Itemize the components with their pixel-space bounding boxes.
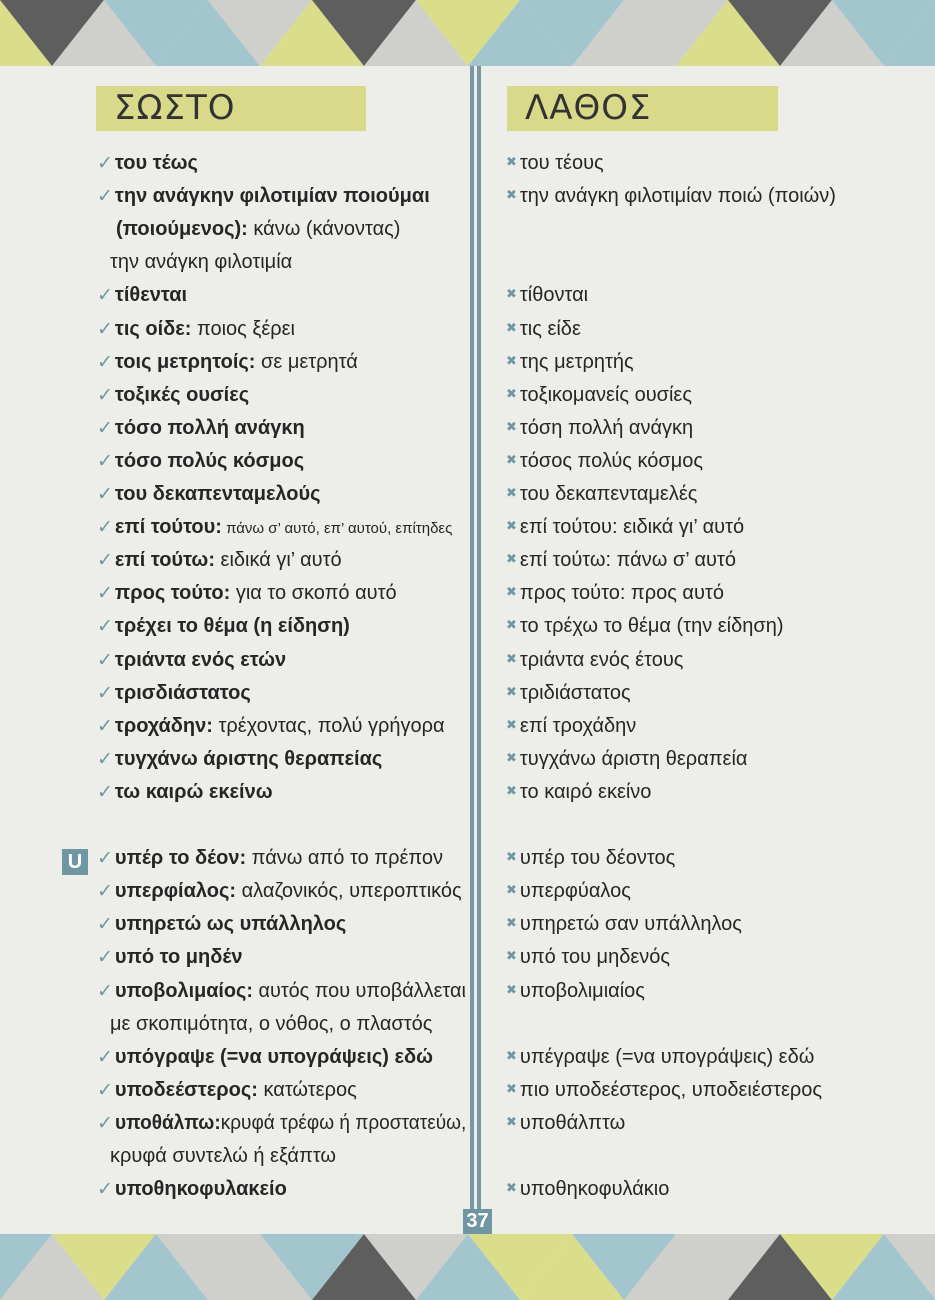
entry-term: προς τούτο: [114,582,231,605]
correct-header-label: ΣΩΣΤΟ [114,88,236,128]
wrong-entry-text: προς τούτο: προς αυτό [519,582,724,605]
check-icon: ✓ [97,517,113,539]
correct-entry [97,1178,287,1201]
wrong-column-header [507,86,778,131]
check-icon: ✓ [97,153,113,174]
entry-text [110,1145,336,1168]
cross-icon: ✖ [506,650,517,666]
column-divider [477,66,481,1234]
correct-entry [97,715,445,738]
wrong-entry [506,715,636,738]
cross-icon: ✖ [506,948,517,964]
wrong-entry [506,1046,814,1069]
entry-text [115,980,466,1003]
entry-text [115,549,342,572]
correct-entry [110,251,292,274]
wrong-entry-text: υπέρ του δέοντος [519,847,676,870]
correct-entry [97,549,342,572]
cross-icon: ✖ [506,749,517,765]
wrong-entry-text: του δεκαπενταμελές [519,483,698,505]
entry-meaning: κρυφά συντελώ ή εξάπτω [110,1145,336,1167]
correct-entry [97,318,295,341]
cross-icon: ✖ [506,584,517,600]
wrong-entry-text: τριδιάστατος [519,681,631,704]
cross-icon: ✖ [506,154,517,169]
cross-icon: ✖ [506,485,517,500]
wrong-entry-text: το τρέχω το θέμα (την είδηση) [519,615,784,638]
wrong-entry [506,946,670,969]
wrong-entry [506,417,693,440]
entry-meaning: με σκοπιμότητα, ο νόθος, ο πλαστός [110,1012,433,1035]
section-letter-badge [62,849,88,875]
entry-term: τις οίδε: [114,317,192,340]
entry-term: τόσο πολλή ανάγκη [114,416,305,439]
cross-icon: ✖ [506,451,517,467]
wrong-entry-text: υποθηκοφυλάκιο [519,1178,670,1201]
entry-term: την ανάγκην φιλοτιμίαν ποιούμαι [114,185,430,208]
check-icon: ✓ [97,980,113,1002]
entry-meaning: κάνω (κάνοντας) [247,218,401,241]
wrong-entry-text: τριάντα ενός έτους [519,648,684,671]
entry-term: τοξικές ουσίες [114,383,250,406]
entry-text [115,351,358,374]
check-icon: ✓ [97,1079,113,1101]
cross-icon: ✖ [506,418,517,434]
correct-entry [97,847,443,870]
correct-entry [110,1013,432,1036]
check-icon: ✓ [97,550,113,572]
entry-text [116,218,400,241]
entry-term: τρέχει το θέμα (η είδηση) [114,615,350,638]
entry-text [110,251,292,274]
correct-entry [97,913,346,936]
correct-entry [97,1046,433,1069]
entry-text [115,748,382,771]
correct-entry [97,384,249,407]
cross-icon: ✖ [506,551,517,567]
wrong-entry [506,582,724,605]
correct-entry [110,1145,336,1168]
wrong-entry [506,152,604,175]
wrong-entry-text: επί τούτου: ειδικά γι’ αυτό [519,516,745,539]
wrong-entry-text: τις είδε [519,317,581,340]
wrong-entry [506,682,631,705]
entry-term: υποθάλπω: [114,1111,221,1134]
entry-text [110,1013,432,1036]
correct-entry [97,582,397,605]
correct-entry [97,351,358,374]
check-icon: ✓ [97,914,113,936]
check-icon: ✓ [97,351,113,373]
entry-text [115,913,346,936]
entry-text [115,715,445,738]
entry-meaning: αλαζονικός, υπεροπτικός [236,880,462,903]
wrong-entry [506,649,683,672]
wrong-entry-text: την ανάγκη φιλοτιμίαν ποιώ (ποιών) [519,185,836,208]
check-icon: ✓ [97,484,113,505]
correct-column-header [96,86,366,131]
check-icon: ✓ [97,186,113,208]
entry-term: τοις μετρητοίς: [114,350,256,373]
entry-text [115,185,430,208]
entry-text [115,880,462,903]
wrong-entry [506,450,703,473]
entry-meaning: πάνω σ’ αυτό, επ’ αυτού, επίτηδες [221,520,453,538]
bottom-triangle-band [0,1234,935,1300]
entry-term: τροχάδην: [114,714,213,737]
entry-text [115,516,452,539]
entry-text [115,682,251,705]
cross-icon: ✖ [506,882,517,898]
cross-icon: ✖ [506,286,517,302]
wrong-entry [506,516,744,539]
wrong-entry [506,748,747,771]
cross-icon: ✖ [506,352,517,368]
entry-term: του τέως [114,152,198,174]
check-icon: ✓ [97,715,113,737]
check-icon: ✓ [97,616,113,638]
wrong-entry-text: τόσος πολύς κόσμος [519,449,704,472]
entry-meaning: ποιος ξέρει [191,317,295,340]
top-triangle-band [0,0,935,66]
check-icon: ✓ [97,881,113,903]
entry-meaning: ειδικά γι’ αυτό [215,549,342,572]
correct-entry [97,781,273,804]
correct-entry [97,946,243,969]
wrong-entry [506,318,581,341]
cross-icon: ✖ [506,716,517,732]
wrong-entry [506,1178,669,1201]
wrong-entry [506,1079,822,1102]
cross-icon: ✖ [506,617,517,633]
check-icon: ✓ [97,450,113,472]
check-icon: ✓ [97,748,113,770]
wrong-entry-text: το καιρό εκείνο [519,780,652,803]
entry-term: υπηρετώ ως υπάλληλος [114,913,347,936]
entry-term: επί τούτω: [114,549,215,572]
check-icon: ✓ [97,649,113,671]
cross-icon: ✖ [506,782,517,798]
entry-term: υποθηκοφυλακείο [114,1178,287,1201]
wrong-entry-text: τόση πολλή ανάγκη [519,416,694,439]
entry-text [115,1046,433,1069]
entry-text [115,582,397,605]
entry-text [115,649,286,672]
wrong-entry-text: υποβολιμιαίος [519,979,645,1002]
entry-meaning: πάνω από το πρέπον [246,847,443,870]
wrong-entry-text: τυγχάνω άριστη θεραπεία [519,747,748,770]
entry-term: τριάντα ενός ετών [114,648,287,671]
entry-text [115,450,304,473]
wrong-entry [506,284,588,307]
entry-text [115,284,187,307]
wrong-entry-text: υπό του μηδενός [519,946,671,969]
check-icon: ✓ [97,1179,113,1201]
correct-entry [97,516,452,539]
cross-icon: ✖ [506,849,517,865]
correct-entry [97,880,462,903]
wrong-entry [506,351,634,374]
wrong-entry [506,847,675,870]
wrong-header-label: ΛΑΘΟΣ [525,88,652,128]
cross-icon: ✖ [506,385,517,401]
page-number-label: 37 [466,1210,489,1232]
entry-text [115,615,350,638]
cross-icon: ✖ [506,518,517,534]
wrong-entry-text: της μετρητής [519,350,634,373]
wrong-entry [506,913,742,936]
wrong-entry [506,615,784,638]
correct-entry [97,1112,484,1135]
correct-entry [97,417,305,440]
entry-text [115,781,273,804]
correct-entry [97,615,350,638]
wrong-entry [506,1112,625,1135]
entry-text [115,1178,287,1201]
page-number [463,1209,492,1234]
correct-entry [97,450,304,473]
correct-entry [97,1079,357,1102]
cross-icon: ✖ [506,683,517,699]
cross-icon: ✖ [506,1180,517,1196]
entry-term: τρισδιάστατος [114,681,251,704]
entry-term: υπόγραψε (=να υπογράψεις) εδώ [114,1045,433,1068]
cross-icon: ✖ [506,1113,517,1129]
check-icon: ✓ [97,318,113,340]
entry-meaning: τρέχοντας, πολύ γρήγορα [212,714,445,737]
section-letter: U [67,851,83,873]
entry-meaning: για το σκοπό αυτό [230,582,397,605]
entry-term: υπό το μηδέν [114,946,243,969]
cross-icon: ✖ [506,319,517,335]
wrong-entry-text: τίθονται [519,284,589,307]
correct-entry [97,284,187,307]
entry-term: τόσο πολύς κόσμος [114,449,305,472]
entry-meaning: την ανάγκη φιλοτιμία [110,251,293,274]
wrong-entry-text: πιο υποδεέστερος, υποδειέστερος [519,1078,823,1101]
entry-text [115,384,249,407]
entry-text [115,483,321,506]
entry-meaning: κρυφά τρέφω ή προστατεύω, [220,1111,467,1134]
wrong-entry [506,880,631,903]
entry-text [115,152,198,175]
wrong-entry [506,384,692,407]
entry-term: του δεκαπενταμελούς [114,483,321,505]
check-icon: ✓ [97,1046,113,1068]
wrong-entry-text: του τέους [519,152,604,174]
correct-entry [97,483,321,506]
entry-term: επί τούτου: [114,516,222,539]
wrong-entry-text: τοξικομανείς ουσίες [519,383,692,406]
entry-term: τίθενται [114,284,188,307]
entry-term: υποβολιμαίος: [114,979,253,1002]
cross-icon: ✖ [506,981,517,997]
cross-icon: ✖ [506,1047,517,1063]
wrong-entry-text: υπέγραψε (=να υπογράψεις) εδώ [519,1045,815,1068]
cross-icon: ✖ [506,187,517,203]
correct-entry [97,748,382,771]
check-icon: ✓ [97,417,113,439]
entry-text [115,847,443,870]
check-icon: ✓ [97,1112,113,1134]
correct-entry [97,185,430,208]
wrong-entry [506,185,836,208]
entry-text [115,417,305,440]
check-icon: ✓ [97,682,113,704]
entry-text [115,1079,357,1102]
entry-term: τυγχάνω άριστης θεραπείας [114,747,383,770]
entry-term: υπέρ το δέον: [114,847,247,870]
entry-meaning: αυτός που υποβάλλεται [252,979,466,1002]
entry-meaning: σε μετρητά [255,350,358,373]
check-icon: ✓ [97,384,113,406]
wrong-entry-text: υπηρετώ σαν υπάλληλος [519,913,742,936]
check-icon: ✓ [97,781,113,803]
wrong-entry-text: υπερφύαλος [519,880,631,903]
correct-entry [97,682,251,705]
correct-entry [97,152,198,175]
check-icon: ✓ [97,583,113,605]
wrong-entry [506,980,645,1003]
cross-icon: ✖ [506,915,517,931]
check-icon: ✓ [97,947,113,969]
entry-text [115,318,295,341]
wrong-entry [506,483,697,506]
wrong-entry [506,549,736,572]
wrong-entry-text: επί τροχάδην [519,714,637,737]
entry-term: υπερφίαλος: [114,880,237,903]
correct-entry [97,649,286,672]
entry-term: τω καιρώ εκείνω [114,780,273,803]
wrong-entry-text: υποθάλπτω [519,1111,626,1134]
entry-meaning: κατώτερος [257,1078,357,1101]
entry-term: υποδεέστερος: [114,1078,258,1101]
check-icon: ✓ [97,285,113,307]
check-icon: ✓ [97,848,113,870]
correct-entry [97,980,469,1003]
entry-text [115,946,243,969]
entry-term: (ποιούμενος): [116,218,248,241]
correct-entry [116,218,400,241]
entry-text [115,1112,466,1135]
column-divider [470,66,474,1234]
wrong-entry [506,781,651,804]
cross-icon: ✖ [506,1080,517,1096]
wrong-entry-text: επί τούτω: πάνω σ’ αυτό [519,549,737,572]
